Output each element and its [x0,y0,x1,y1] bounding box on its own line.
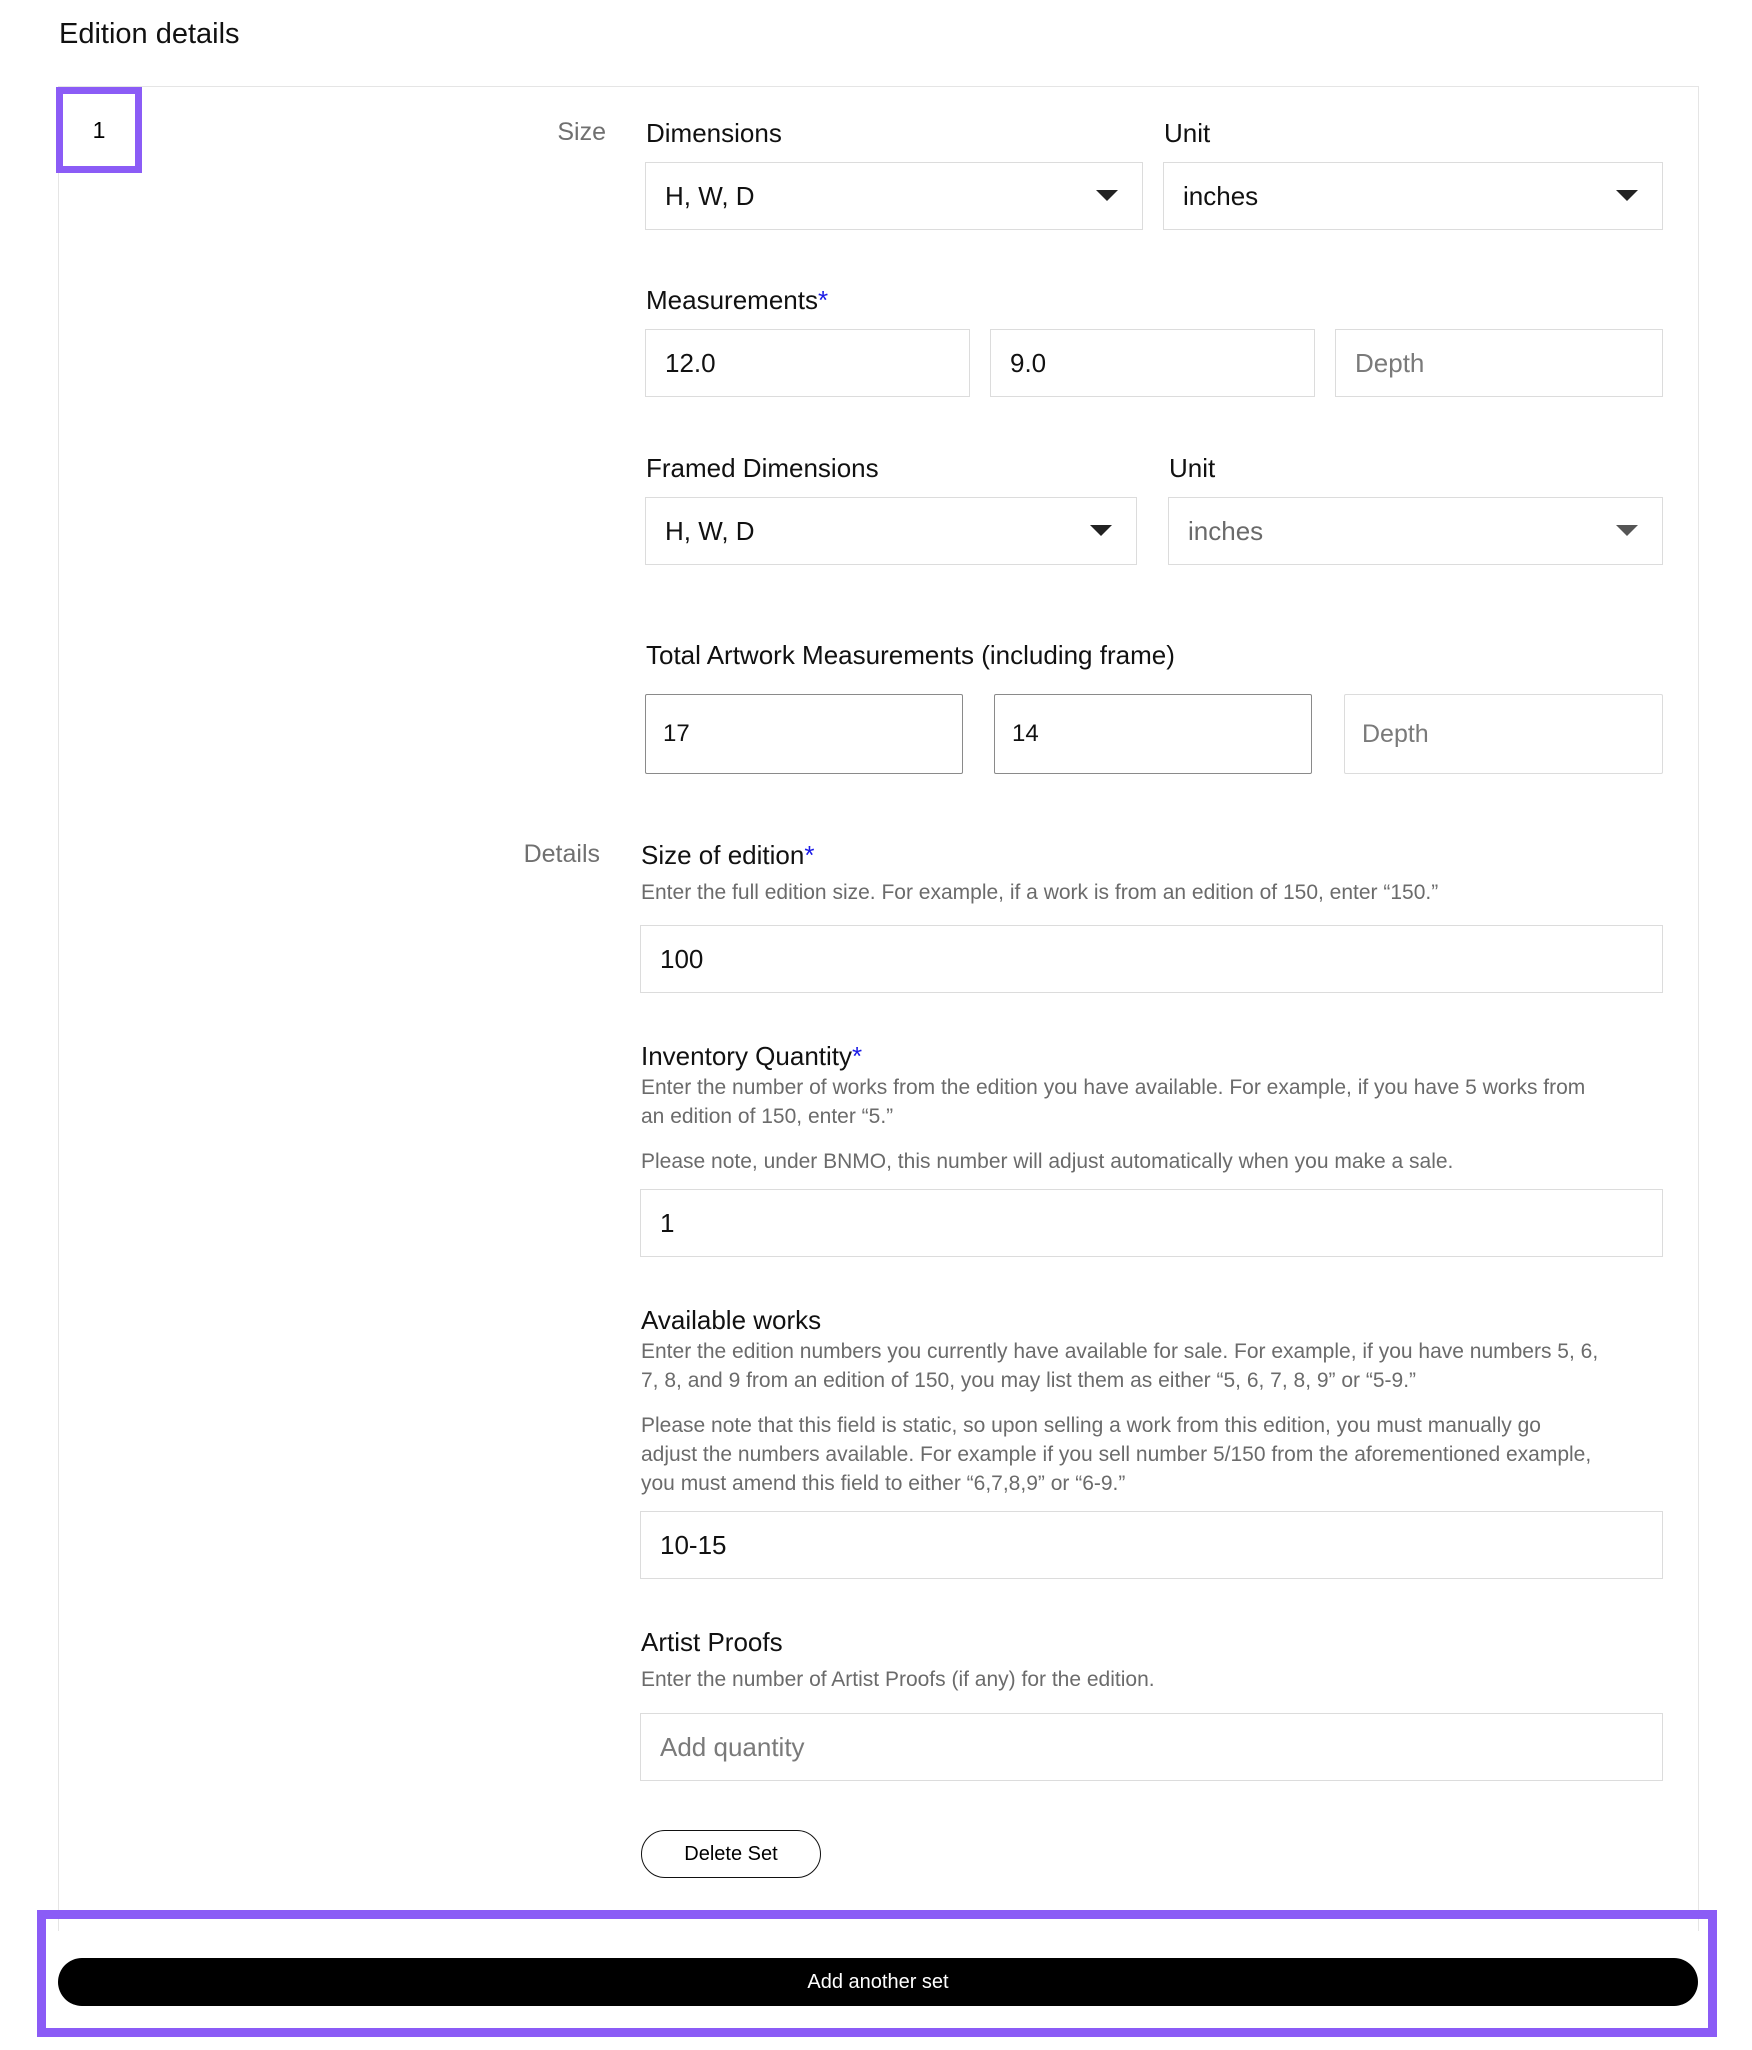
available-works-input[interactable]: 10-15 [640,1511,1663,1579]
unit-label: Unit [1164,118,1211,148]
artist-proofs-label: Artist Proofs [641,1627,783,1657]
size-of-edition-help: Enter the full edition size. For example, if a work is from an edition of 150, enter “150.” [641,881,1439,904]
artist-proofs-input[interactable]: Add quantity [640,1713,1663,1781]
size-of-edition-input[interactable]: 100 [640,925,1663,993]
total-height-input[interactable]: 17 [645,694,963,774]
inventory-quantity-help: Enter the number of works from the edition you have available. For example, if you have 5 works from an edition of 150, enter “5.” [641,1076,1586,1128]
chevron-down-icon [1616,190,1638,201]
framed-dimensions-select[interactable] [645,497,1137,565]
depth-input[interactable]: Depth [1335,329,1663,397]
dimensions-label: Dimensions [646,118,782,148]
size-section-label: Size [557,118,606,146]
inventory-quantity-label: Inventory Quantity* [641,1041,863,1071]
chevron-down-icon [1096,190,1118,201]
add-another-set-button[interactable]: Add another set [58,1958,1698,2006]
total-depth-input[interactable]: Depth [1344,694,1663,774]
framed-unit-select[interactable] [1168,497,1663,565]
required-asterisk: * [852,1041,863,1071]
total-measurements-label: Total Artwork Measurements (including frame) [646,640,1175,670]
dimensions-select[interactable] [645,162,1143,230]
available-works-note: Please note that this field is static, so upon selling a work from this edition, you must manually go adjust the numbers available. For example if you sell number 5/150 from the aforementioned example, you must amend this field to either “6,7,8,9” or “6-9.” [641,1414,1592,1495]
set-number-indicator[interactable] [56,87,142,173]
framed-unit-label: Unit [1169,453,1216,483]
height-input[interactable]: 12.0 [645,329,970,397]
section-title: Edition details [59,18,240,50]
inventory-quantity-note: Please note, under BNMO, this number will adjust automatically when you make a sale. [641,1150,1454,1173]
available-works-help: Enter the edition numbers you currently have available for sale. For example, if you have numbers 5, 6, 7, 8, and 9 from an edition of 150, you may list them as either “5, 6, 7, 8, 9” or “5-9.” [641,1340,1599,1392]
unit-selected-value: inches [1183,180,1259,211]
set-number: 1 [92,116,106,143]
measurements-label: Measurements* [646,285,829,315]
framed-dimensions-selected-value: H, W, D [665,515,755,546]
chevron-down-icon [1090,525,1112,536]
artist-proofs-help: Enter the number of Artist Proofs (if any) for the edition. [641,1668,1155,1691]
inventory-quantity-input[interactable]: 1 [640,1189,1663,1257]
size-of-edition-label: Size of edition* [641,840,815,870]
dimensions-selected-value: H, W, D [665,180,755,211]
framed-unit-selected-value: inches [1188,515,1264,546]
unit-select[interactable] [1163,162,1663,230]
width-input[interactable]: 9.0 [990,329,1315,397]
framed-dimensions-label: Framed Dimensions [646,453,879,483]
chevron-down-icon [1616,525,1638,536]
available-works-label: Available works [641,1305,822,1335]
details-section-label: Details [523,840,600,868]
delete-set-button[interactable]: Delete Set [641,1830,821,1878]
total-width-input[interactable]: 14 [994,694,1312,774]
required-asterisk: * [804,840,815,870]
required-asterisk: * [817,285,829,315]
